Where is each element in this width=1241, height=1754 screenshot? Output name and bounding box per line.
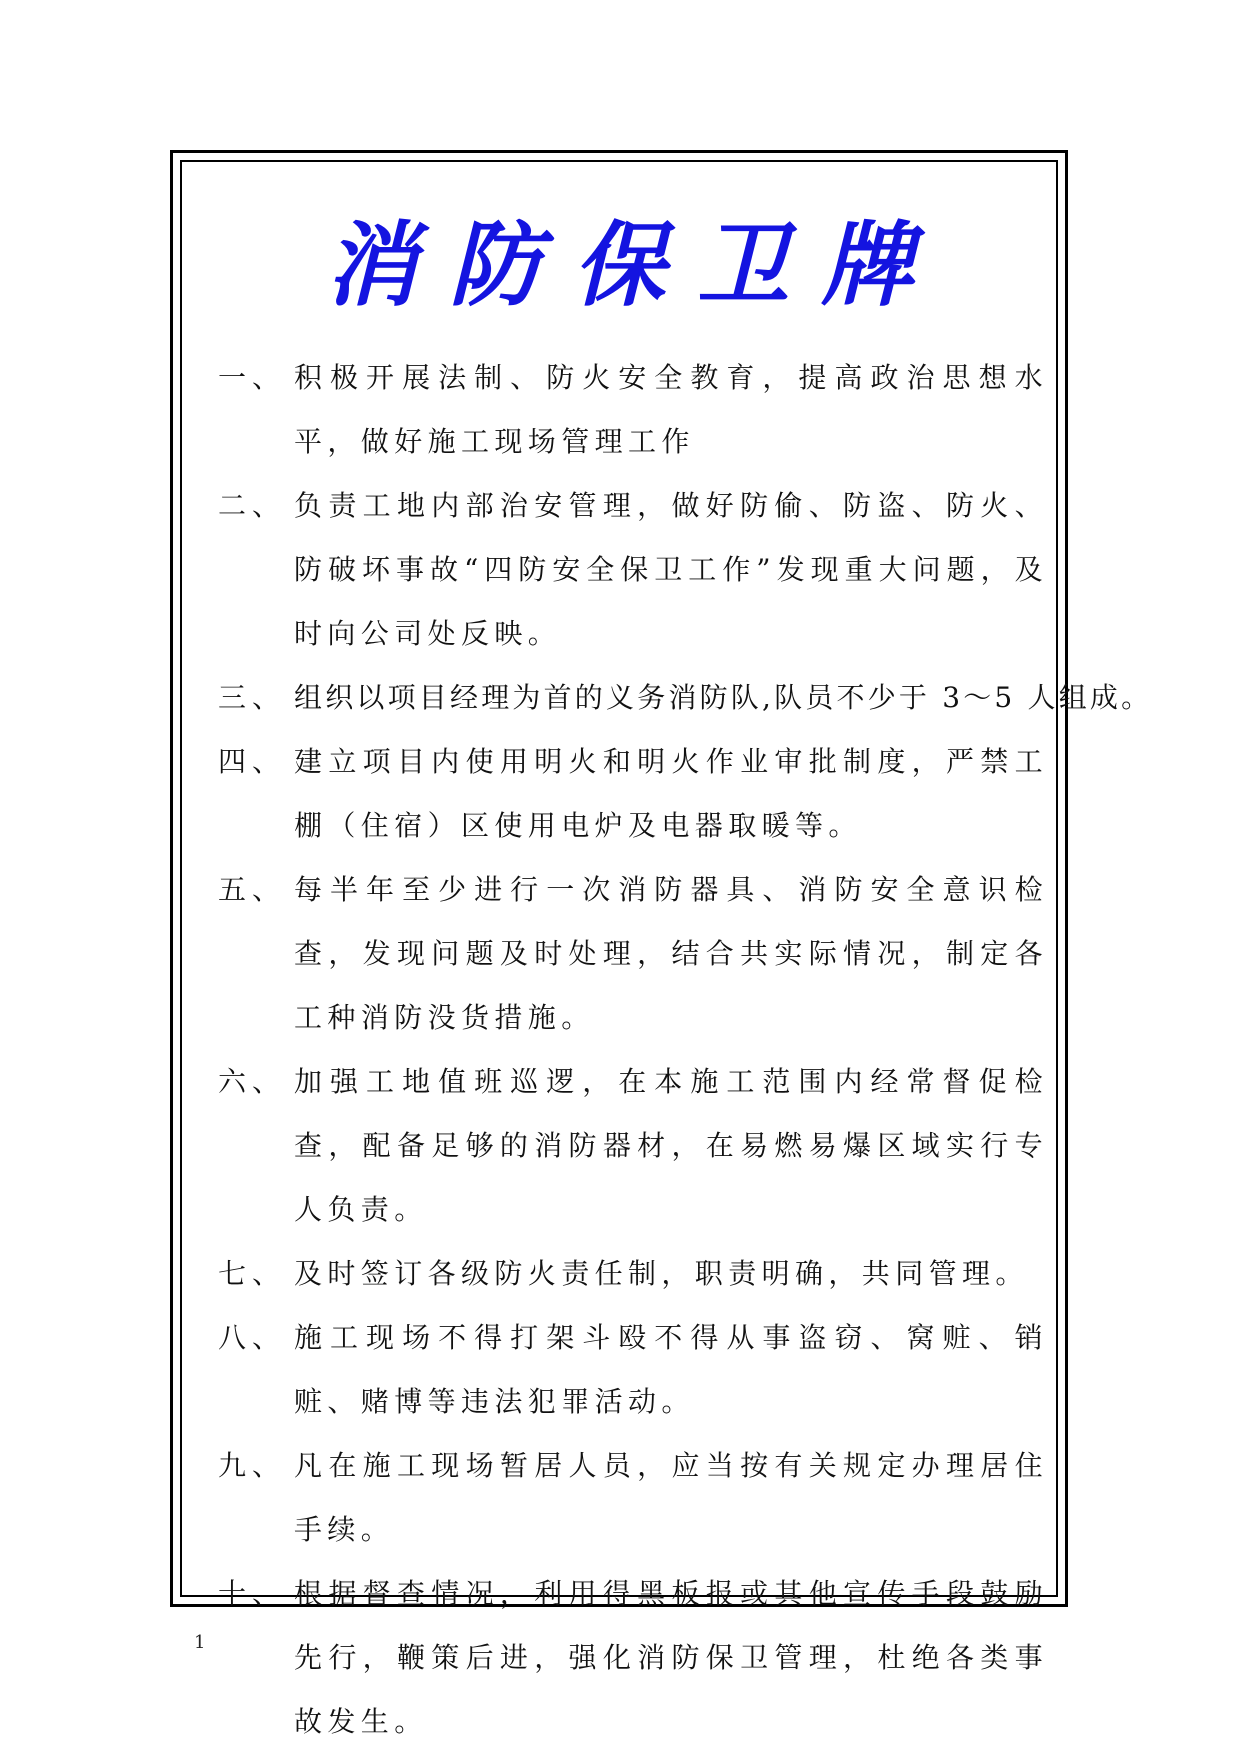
item-number: 七、 <box>218 1257 287 1290</box>
item-text: 组织以项目经理为首的义务消防队,队员不少于 3～5 人组成。 <box>294 681 1153 714</box>
page-number: 1 <box>194 1632 206 1653</box>
list-item <box>218 1242 1048 1306</box>
item-text: 负责工地内部治安管理，做好防偷、防盗、防火、防破坏事故“四防安全保卫工作”发现重大问题，及时向公司处反映。 <box>294 489 1048 650</box>
item-number: 四、 <box>218 745 287 778</box>
item-number: 五、 <box>218 873 287 906</box>
fire-safety-board <box>170 150 1153 1738</box>
board-inner-frame <box>180 160 1153 1738</box>
item-text: 施工现场不得打架斗殴不得从事盗窃、窝赃、销赃、赌博等违法犯罪活动。 <box>294 1321 1048 1418</box>
item-text: 加强工地值班巡逻，在本施工范围内经常督促检查，配备足够的消防器材，在易燃易爆区域实行专人负责。 <box>294 1065 1048 1226</box>
rules-list <box>218 346 1153 1754</box>
item-number: 十、 <box>218 1577 287 1610</box>
item-text: 建立项目内使用明火和明火作业审批制度，严禁工棚（住宿）区使用电炉及电器取暖等。 <box>294 745 1048 842</box>
list-item <box>218 666 1153 730</box>
item-text: 积极开展法制、防火安全教育，提高政治思想水平，做好施工现场管理工作 <box>294 361 1048 458</box>
list-item <box>218 1562 1048 1754</box>
list-item <box>218 474 1048 666</box>
list-item <box>218 1306 1048 1434</box>
item-number: 九、 <box>218 1449 287 1482</box>
list-item <box>218 346 1048 474</box>
list-item <box>218 1050 1048 1242</box>
item-text: 根据督查情况，利用得黑板报或其他宣传手段鼓励先行，鞭策后进，强化消防保卫管理，杜绝各类事故发生。 <box>294 1577 1048 1738</box>
item-text: 每半年至少进行一次消防器具、消防安全意识检查，发现问题及时处理，结合共实际情况，制定各工种消防没货措施。 <box>294 873 1048 1034</box>
item-text: 凡在施工现场暂居人员，应当按有关规定办理居住手续。 <box>294 1449 1048 1546</box>
item-number: 一、 <box>218 361 287 394</box>
board-title: 消防保卫牌 <box>324 211 945 319</box>
list-item <box>218 730 1048 858</box>
list-item <box>218 858 1048 1050</box>
item-number: 八、 <box>218 1321 287 1354</box>
item-number: 六、 <box>218 1065 287 1098</box>
item-number: 二、 <box>218 489 287 522</box>
item-text: 及时签订各级防火责任制，职责明确，共同管理。 <box>294 1257 1029 1290</box>
list-item <box>218 1434 1048 1562</box>
item-number: 三、 <box>218 681 287 714</box>
